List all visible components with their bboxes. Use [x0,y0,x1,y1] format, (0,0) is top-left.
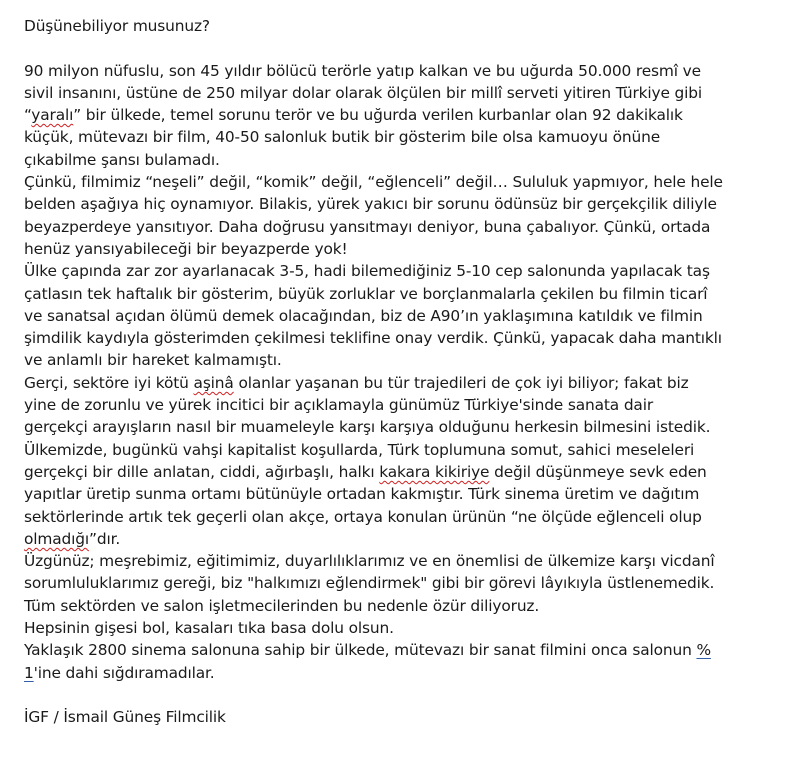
text-line [24,372,784,394]
text-run: Gerçi, sektöre iyi kötü [24,373,194,392]
text-line: henüz yansıyabileceği bir beyazperde yok! [24,239,348,258]
blank-line [24,37,784,59]
text-line: beyazperdeye yansıtıyor. Daha doğrusu yansıtmayı deniyor, buna çabalıyor. Çünkü, ortada [24,217,711,236]
text-line: belden aşağıya hiç oynamıyor. Bilakis, yürek yakıcı bir sorunu ödünsüz bir gerçekçilik diliyle [24,195,717,214]
document-body [24,15,784,729]
text-line: Tüm sektörden ve salon işletmecilerinden bu nedenle özür diliyoruz. [24,596,540,615]
text-line: Üzgünüz; meşrebimiz, eğitimimiz, duyarlılıklarımız ve en önemlisi de ülkemize karşı vicdanî [24,552,715,571]
text-line: Hepsinin gişesi bol, kasaları tıka basa dolu olsun. [24,619,394,638]
text-line [24,528,784,550]
text-line: çıkabilme şansı bulamadı. [24,150,220,169]
signature: İGF / İsmail Güneş Filmcilik [24,708,226,727]
text-line: Ülke çapında zar zor ayarlanacak 3-5, hadi bilemediğiniz 5-10 cep salonunda yapılacak taş [24,262,710,281]
text-line: ve anlamlı bir hareket kalmamıştı. [24,351,282,370]
text-line: yine de zorunlu ve yürek incitici bir açıklamayla günümüz Türkiye'sinde sanata dair [24,396,654,415]
text-run: ”dır. [89,529,121,548]
text-run: “ [24,106,32,125]
blank-line [24,684,784,706]
text-line: Çünkü, filmimiz “neşeli” değil, “komik” değil, “eğlenceli” değil… Sululuk yapmıyor, hele hele [24,173,723,192]
text-line [24,639,784,661]
text-line: çatlasın tek haftalık bir gösterim, büyük zorluklar ve borçlanmalarla çekilen bu filmin ticarî [24,284,708,303]
text-line: sorumluluklarımız gereği, biz "halkımızı eğlendirmek" gibi bir görevi lâyıkıyla üstlenemedik. [24,574,715,593]
doc-title: Düşünebiliyor musunuz? [24,17,210,35]
text-line [24,662,784,684]
text-line: sektörlerinde artık tek geçerli olan akçe, ortaya konulan ürünün “ne ölçüde eğlenceli olup [24,507,702,526]
text-run: 'ine dahi sığdıramadılar. [33,663,215,682]
text-line: şimdilik kaydıyla gösterimden çekilmesi teklifine onay verdik. Çünkü, yapacak daha mantıklı [24,329,722,348]
misspelled-word: aşinâ [193,373,234,392]
misspelled-word: olmadığı [24,529,90,548]
text-run: olanlar yaşanan bu tür trajedileri de çok iyi biliyor; fakat biz [233,373,689,392]
text-line: 90 milyon nüfuslu, son 45 yıldır bölücü terörle yatıp kalkan ve bu uğurda 50.000 resmî ve [24,61,701,80]
text-run: gerçekçi bir dille anlatan, ciddi, ağırbaşlı, halkı [24,462,380,481]
underlined-number: 1 [24,663,34,682]
text-run: Yaklaşık 2800 sinema salonuna sahip bir ülkede, mütevazı bir sanat filmini onca salonun [24,641,697,660]
text-line: küçük, mütevazı bir film, 40-50 salonluk butik bir gösterim bile olsa kamuoyu önüne [24,128,661,147]
text-line: sivil insanını, üstüne de 250 milyar dolar olarak ölçülen bir millî serveti yitiren Türkiye gibi [24,83,703,102]
text-line [24,461,784,483]
underlined-percent: % [696,641,711,660]
text-line: ve sanatsal açıdan ölümü demek olacağından, biz de A90’ın yaklaşımına katıldık ve filmin [24,306,703,325]
text-line: gerçekçi arayışların nasıl bir muameleyle karşı karşıya olduğunu herkesin bilmesini istedik. [24,418,711,437]
text-line: yapıtlar üretip sunma ortamı bütünüyle ortadan kakmıştır. Türk sinema üretim ve dağıtım [24,485,700,504]
text-line [24,104,784,126]
text-line: Ülkemizde, bugünkü vahşi kapitalist koşullarda, Türk toplumuna somut, sahici meseleleri [24,440,695,459]
misspelled-word: yaralı [31,106,74,125]
text-run: değil düşünmeye sevk eden [489,462,707,481]
misspelled-word: kakara kikiriye [379,462,490,481]
text-run: ” bir ülkede, temel sorunu terör ve bu uğurda verilen kurbanlar olan 92 dakikalık [73,106,683,125]
